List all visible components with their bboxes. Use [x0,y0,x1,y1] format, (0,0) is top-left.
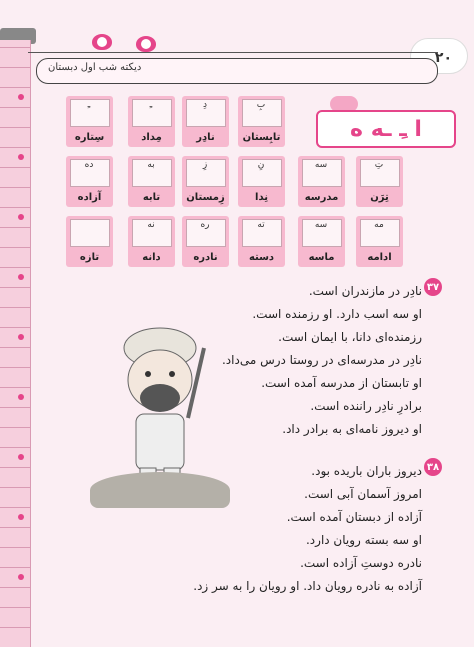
letters-box [316,110,456,148]
word-card [128,216,175,267]
dot-icon [18,214,24,220]
lesson-letters: ا ـِ ـه ه [350,116,422,142]
book-title: دیکته شب اول دبستان [48,62,142,73]
dot-icon [18,574,24,580]
card-word: نادِر [196,132,215,143]
card-syllable: سه [314,160,328,170]
card-syllable: زِ [202,160,208,170]
exercise-sentence: رزمنده‌ای دانا، با ایمان است. [278,330,422,344]
card-word: آزاده [77,192,102,203]
card-word: نادره [193,252,218,263]
dot-icon [18,334,24,340]
word-card [356,156,403,207]
card-word: ادامه [367,252,392,263]
exercise-sentence: او سه اسب دارد. او رزمنده است. [252,307,422,321]
card-syllable: بِ [256,100,266,110]
card-syllable: نِ [257,160,265,170]
card-word: دانه [142,252,161,263]
header-line [28,52,438,53]
exercise-sentence: آزاده به نادره رویان داد. او رویان را به سر زد. [193,579,422,593]
word-card [66,216,113,267]
card-syllable: سه [314,220,328,230]
card-syllable: ـِ [87,100,91,110]
card-syllable: ده [84,160,94,170]
exercise-sentence: او سه بسته رویان دارد. [305,533,422,547]
card-syllable: ـِ [149,100,153,110]
card-word: تابه [142,192,161,203]
exercise-sentence: او تابستان از مدرسه آمده است. [261,376,422,390]
dot-icon [18,514,24,520]
word-card [182,96,229,147]
card-word: ماسه [308,252,335,263]
card-syllable: نه [147,220,155,230]
word-card [238,156,285,207]
word-card [298,156,345,207]
card-word: سِتاره [74,132,105,143]
card-word: زِمستان [186,192,225,203]
dot-icon [18,94,24,100]
card-word: مِداد [141,132,162,143]
dot-icon [18,274,24,280]
exercise-sentence: دیروز باران باریده بود. [311,464,422,478]
brick-dots [18,40,26,647]
word-card [238,96,285,147]
exercise-sentence: او دیروز نامه‌ای به برادر داد. [282,422,422,436]
card-word: مدرسه [304,192,339,203]
card-word: تِرَن [370,192,389,203]
card-word: دسته [248,252,275,263]
page-number: ۲۰ [434,50,452,66]
exercise-sentence: امروز آسمان آبی است. [304,487,422,501]
word-card [298,216,345,267]
card-word: تازه [79,252,100,263]
word-card [182,216,229,267]
dot-icon [18,154,24,160]
exercise-number-badge: ۳۸ [424,458,442,476]
bird-icon [136,36,156,52]
word-card [128,96,175,147]
brick-border [0,40,31,647]
exercise-sentence: نادِر در مازندران است. [308,284,422,298]
exercise-sentence: برادرِ نادِر راننده است. [310,399,422,413]
word-card [128,156,175,207]
dot-icon [18,394,24,400]
bird-icon [92,34,112,50]
card-syllable: مه [374,220,384,230]
word-card [66,156,113,207]
dot-icon [18,454,24,460]
word-card [182,156,229,207]
ground-rocks [90,472,230,508]
word-card [66,96,113,147]
card-syllable: دِ [202,100,207,110]
exercise-sentence: نادره دوستِ آزاده است. [300,556,422,570]
word-card [238,216,285,267]
exercise-sentence: آزاده از دبستان آمده است. [286,510,422,524]
exercise-sentence: نادِر در مدرسه‌ای در روستا درس می‌داد. [221,353,422,367]
word-card [356,216,403,267]
card-paper [70,219,110,247]
card-word: تابِستان [242,132,281,143]
card-syllable: به [147,160,155,170]
card-syllable: ره [200,220,210,230]
exercise-number-badge: ۳۷ [424,278,442,296]
card-word: نِدا [255,192,268,203]
card-syllable: ته [257,220,265,230]
card-syllable: تِ [374,160,384,170]
